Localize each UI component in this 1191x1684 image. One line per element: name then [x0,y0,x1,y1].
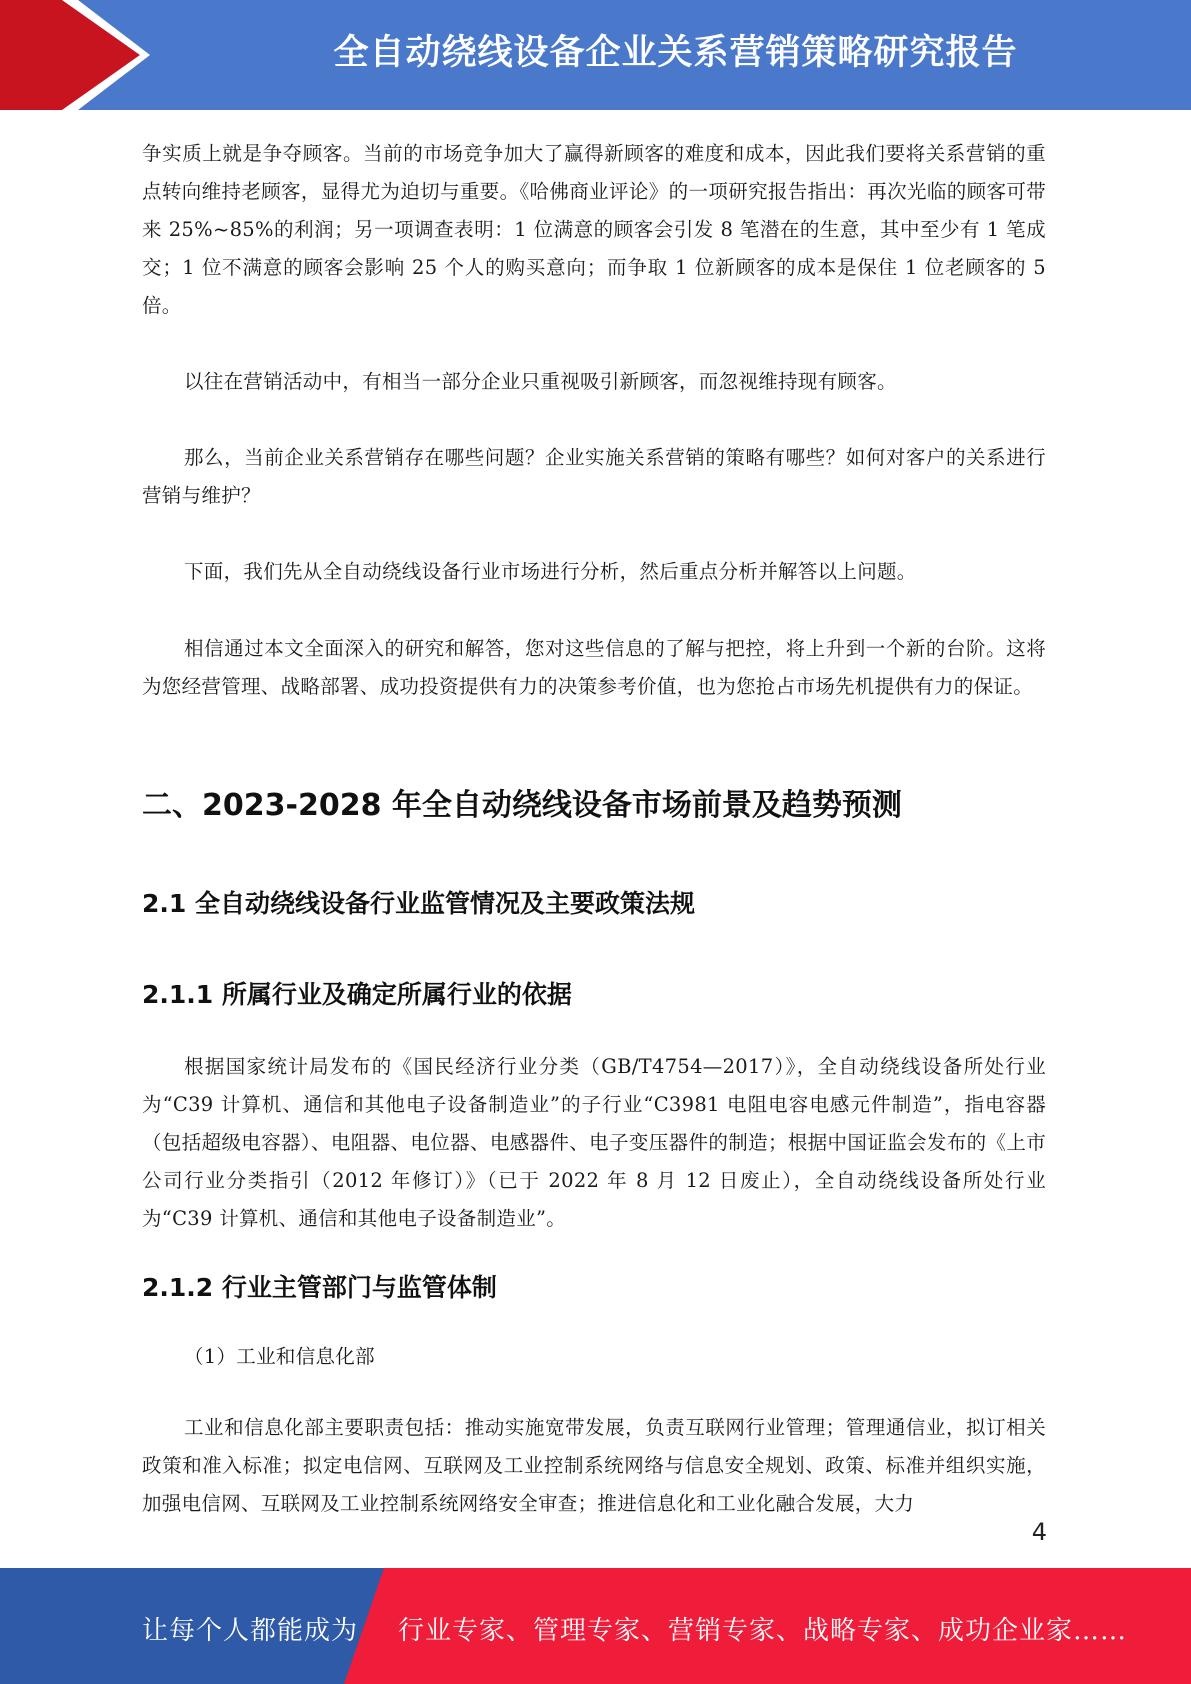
page-number: 4 [1031,1518,1047,1546]
miit-duties-paragraph: 工业和信息化部主要职责包括：推动实施宽带发展，负责互联网行业管理；管理通信业，拟订相关政策和准入标准；拟定电信网、互联网及工业控制系统网络与信息安全规划、政策、标准并组织实施，加强电信网、互联网及工业控制系统网络安全审查；推进信息化和工业化融合发展，大力 [142,1416,1046,1515]
section-heading: 二、2023-2028 年全自动绕线设备市场前景及趋势预测 [142,788,902,823]
subsection-heading-2-1: 2.1 全自动绕线设备行业监管情况及主要政策法规 [142,889,695,918]
intro-paragraph-4: 下面，我们先从全自动绕线设备行业市场进行分析，然后重点分析并解答以上问题。 [184,560,917,583]
page-footer [0,1568,1191,1684]
intro-paragraph-1: 争实质上就是争夺顾客。当前的市场竞争加大了赢得新顾客的难度和成本，因此我们要将关系营销的重点转向维持老顾客，显得尤为迫切与重要。《哈佛商业评论》的一项研究报告指出：再次光临的顾客可带来 25%~85%的利润；另一项调查表明：1 位满意的顾客会引发 8 笔潜在的生意，其中至少有 1 笔成交；1 位不满意的顾客会影响 25 个人的购买意向；而争取 1 位新顾客的成本是保住 1 位老顾客的 5 倍。 [142,142,1046,317]
industry-classification-paragraph: 根据国家统计局发布的《国民经济行业分类（GB/T4754—2017）》，全自动绕线设备所处行业为“C39 计算机、通信和其他电子设备制造业”的子行业“C3981 电阻电容电感元件制造”，指电容器（包括超级电容器）、电阻器、电位器、电感器件、电子变压器件的制造；根据中国证监会发布的《上市公司行业分类指引（2012 年修订）》（已于 2022 年 8 月 12 日废止），全自动绕线设备所处行业为“C39 计算机、通信和其他电子设备制造业”。 [142,1055,1046,1230]
intro-paragraph-5: 相信通过本文全面深入的研究和解答，您对这些信息的了解与把控，将上升到一个新的台阶。这将为您经营管理、战略部署、成功投资提供有力的决策参考价值，也为您抢占市场先机提供有力的保证。 [142,637,1046,698]
footer-slogan-right: 行业专家、管理专家、营销专家、战略专家、成功企业家…… [398,1616,1128,1646]
intro-paragraph-3: 那么，当前企业关系营销存在哪些问题？企业实施关系营销的策略有哪些？如何对客户的关系进行营销与维护？ [142,446,1046,507]
header-title: 全自动绕线设备企业关系营销策略研究报告 [333,33,1018,73]
page-header [0,0,1191,110]
intro-paragraph-2: 以往在营销活动中，有相当一部分企业只重视吸引新顾客，而忽视维持现有顾客。 [184,370,897,393]
footer-slogan-left: 让每个人都能成为 [142,1616,359,1646]
subsection-heading-2-1-2: 2.1.2 行业主管部门与监管体制 [142,1273,497,1302]
subsection-heading-2-1-1: 2.1.1 所属行业及确定所属行业的依据 [142,980,572,1009]
header-arrow-decoration [0,0,160,110]
list-item-miit: （1）工业和信息化部 [184,1345,375,1368]
